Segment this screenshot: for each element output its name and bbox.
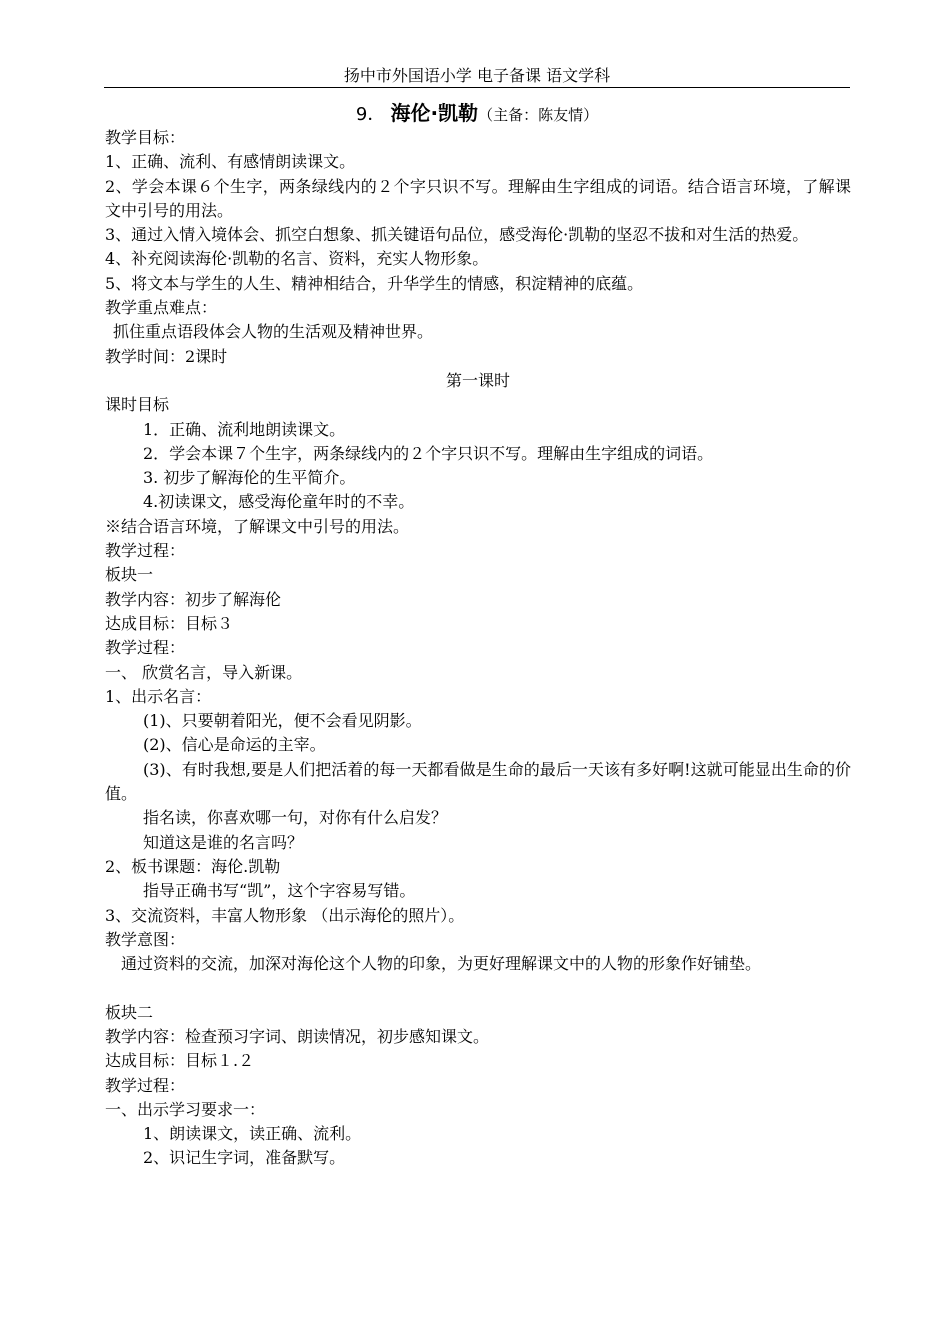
page-header: 扬中市外国语小学 电子备课 语文学科 [343, 66, 611, 85]
quote-item: (3)、有时我想,要是人们把活着的每一天都看做是生命的最后一天该有多好啊!这就可能显出生命的价值。 [105, 759, 851, 804]
block-goal: 达成目标：目标１.２ [105, 1051, 255, 1071]
block-goal: 达成目标：目标３ [105, 613, 234, 633]
quote-item: (2)、信心是命运的主宰。 [143, 735, 326, 755]
section-heading: 教学重点难点： [105, 298, 218, 318]
lesson-author: （主备：陈友情） [478, 106, 599, 124]
requirement-item: 2、识记生字词，准备默写。 [143, 1148, 346, 1168]
lesson-number: 9． [355, 104, 386, 125]
section-heading: 教学目标： [105, 128, 186, 147]
section-heading: 教学意图： [105, 929, 186, 949]
block-content: 教学内容：检查预习字词、朗读情况，初步感知课文。 [105, 1026, 490, 1046]
step-heading: 一、 欣赏名言，导入新课。 [105, 662, 303, 682]
section-heading: 教学过程： [105, 638, 186, 658]
period-objective-item: 3. 初步了解海伦的生平简介。 [143, 468, 356, 488]
objective-item: 4、补充阅读海伦·凯勒的名言、资料，充实人物形象。 [105, 249, 489, 269]
header-divider [104, 87, 850, 88]
activity-line: 指导正确书写“凯”，这个字容易写错。 [143, 881, 416, 901]
section-heading: 课时目标 [105, 395, 170, 415]
period-objective-item: 2．学会本课７个生字，两条绿线内的２个字只识不写。理解由生字组成的词语。 [143, 443, 714, 463]
quote-item: (1)、只要朝着阳光，便不会看见阴影。 [143, 711, 422, 731]
objective-item: 2、学会本课６个生字，两条绿线内的２个字只识不写。理解由生字组成的词语。结合语言环境，了解课文中引号的用法。 [105, 176, 851, 220]
period-objective-item: 1．正确、流利地朗读课文。 [143, 419, 346, 439]
period-heading: 第一课时 [445, 370, 510, 390]
period-objective-item: 4.初读课文，感受海伦童年时的不幸。 [143, 492, 415, 512]
lesson-title [104, 100, 850, 128]
block-heading: 板块二 [105, 1002, 154, 1022]
lesson-body [105, 126, 851, 1171]
step-item: 2、板书课题：海伦.凯勒 [105, 856, 281, 876]
objective-item: 5、将文本与学生的人生、精神相结合，升华学生的情感，积淀精神的底蕴。 [105, 273, 644, 293]
activity-line: 知道这是谁的名言吗？ [143, 832, 304, 852]
intent-text: 通过资料的交流，加深对海伦这个人物的印象，为更好理解课文中的人物的形象作好铺垫。 [121, 954, 762, 974]
note-line: ※结合语言环境，了解课文中引号的用法。 [105, 516, 410, 536]
section-heading: 教学过程： [105, 541, 186, 561]
step-heading: 一、出示学习要求一： [105, 1099, 266, 1119]
step-item: 3、交流资料，丰富人物形象 （出示海伦的照片）。 [105, 905, 465, 925]
objective-item: 3、通过入情入境体会、抓空白想象、抓关键语句品位，感受海伦·凯勒的坚忍不拔和对生活的热爱。 [105, 225, 809, 245]
block-heading: 板块一 [105, 565, 154, 585]
requirement-item: 1、朗读课文，读正确、流利。 [143, 1124, 362, 1144]
teaching-time: 教学时间：2课时 [105, 346, 228, 366]
section-heading: 教学过程： [105, 1075, 186, 1095]
blank-line [105, 976, 851, 1000]
step-item: 1、出示名言： [105, 686, 212, 706]
lesson-title-main: 海伦·凯勒 [390, 101, 479, 125]
key-point-text: 抓住重点语段体会人物的生活观及精神世界。 [113, 322, 434, 342]
block-content: 教学内容：初步了解海伦 [105, 589, 282, 609]
objective-item: 1、正确、流利、有感情朗读课文。 [105, 152, 356, 172]
activity-line: 指名读，你喜欢哪一句，对你有什么启发？ [143, 808, 448, 828]
